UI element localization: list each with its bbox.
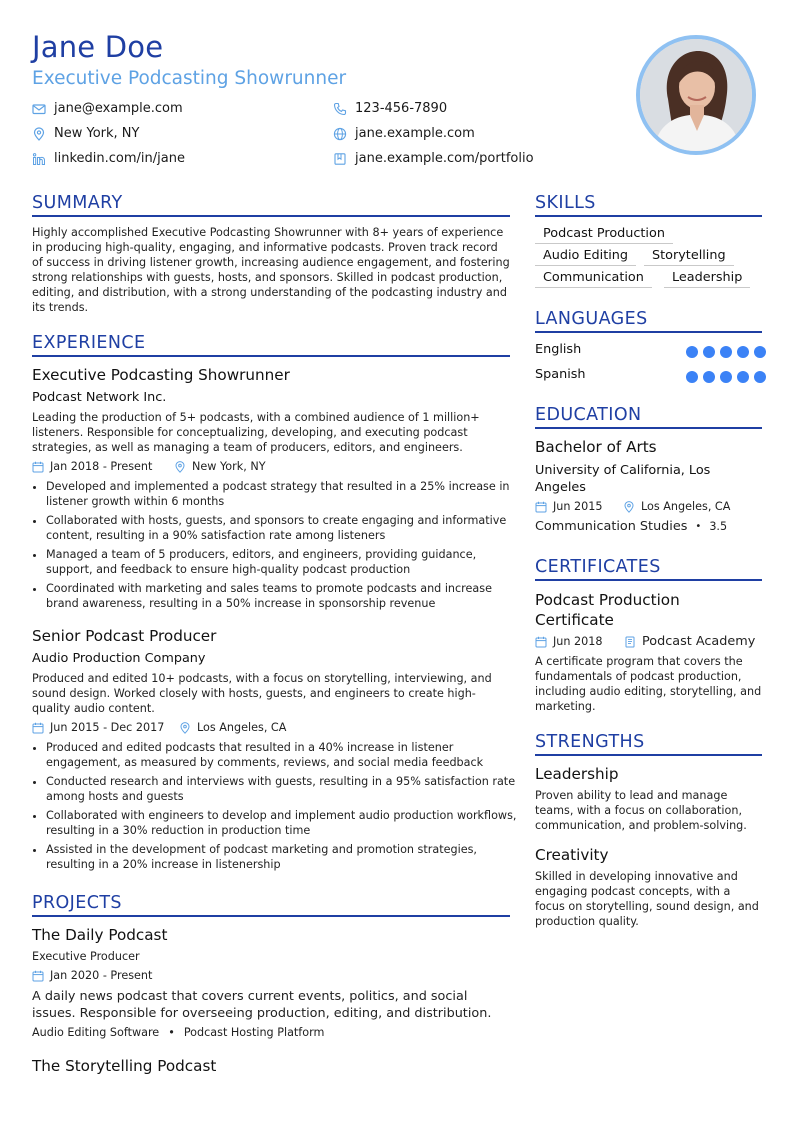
job-location <box>179 721 286 734</box>
job-location <box>174 460 266 473</box>
gpa-value: 3.5 <box>709 520 728 533</box>
education-heading: EDUCATION <box>535 405 642 425</box>
website-text: jane.example.com <box>355 126 475 141</box>
job-bullet: • Collaborated with engineers to develop and implement audio production workflows, resulting in a 30% reduction in production time <box>46 808 526 838</box>
project-title: The Storytelling Podcast <box>32 1057 217 1075</box>
email-text: jane@example.com <box>54 101 183 116</box>
calendar-icon <box>32 722 44 734</box>
education-divider <box>535 427 762 429</box>
job-description: Produced and edited 10+ podcasts, with a focus on storytelling, interviewing, and sound design. Worked closely with hosts, guests, and engineers to create high-quality audio content. <box>32 672 492 715</box>
location-pin-icon <box>174 461 186 473</box>
job-location-text: New York, NY <box>192 460 266 473</box>
phone-text: 123-456-7890 <box>355 101 448 116</box>
job-bullet: • Assisted in the development of podcast marketing and promotion strategies, resulting in a 20% increase in listenership <box>46 842 526 872</box>
location-pin-icon <box>623 501 635 513</box>
candidate-title: Executive Podcasting Showrunner <box>32 68 347 89</box>
job-title: Executive Podcasting Showrunner <box>32 366 290 384</box>
job-company: Podcast Network Inc. <box>32 390 167 405</box>
summary-heading: SUMMARY <box>32 193 123 213</box>
job-dates <box>32 460 152 473</box>
phone-icon <box>333 102 347 116</box>
strength-description: Skilled in developing innovative and engaging podcast concepts, with a focus on storytelling, sound design, and production quality. <box>535 870 759 928</box>
proficiency-dot <box>720 371 732 383</box>
skill-tag: Audio Editing <box>535 248 636 266</box>
job-title: Senior Podcast Producer <box>32 627 217 645</box>
project-title: The Daily Podcast <box>32 926 168 944</box>
job-bullet: • Produced and edited podcasts that resulted in a 40% increase in listener engagement, as measured by comments, reviews, and social media feedback <box>46 740 526 770</box>
education-date-text: Jun 2015 <box>553 500 603 513</box>
certificate-description: A certificate program that covers the fundamentals of podcast production, including audio editing, storytelling, and marketing. <box>535 655 762 713</box>
skill-tag: Communication <box>535 270 652 288</box>
job-bullet: • Collaborated with hosts, guests, and sponsors to create engaging and informative content, resulting in a 90% satisfaction rate among listeners <box>46 513 524 543</box>
strength-name: Creativity <box>535 846 609 864</box>
school-name: University of California, Los Angeles <box>535 463 711 495</box>
degree-title: Bachelor of Arts <box>535 438 657 456</box>
candidate-name: Jane Doe <box>32 30 164 64</box>
proficiency-dot <box>737 371 749 383</box>
proficiency-dot <box>703 371 715 383</box>
proficiency-dot <box>754 346 766 358</box>
profile-photo <box>636 35 756 155</box>
project-tool: Audio Editing Software <box>32 1026 160 1039</box>
experience-divider <box>32 355 510 357</box>
proficiency-dot <box>686 346 698 358</box>
language-level <box>686 346 766 358</box>
job-bullet: • Conducted research and interviews with guests, resulting in a 95% satisfaction rate among hosts and guests <box>46 774 526 804</box>
education-field-row <box>535 519 727 534</box>
certificate-date-text: Jun 2018 <box>553 635 603 648</box>
contact-email[interactable] <box>32 101 183 116</box>
institution-icon <box>624 636 636 648</box>
project-dates <box>32 969 152 982</box>
certificate-date <box>535 635 603 648</box>
strengths-heading: STRENGTHS <box>535 732 645 752</box>
portfolio-text: jane.example.com/portfolio <box>355 151 534 166</box>
certificate-issuer-text: Podcast Academy <box>642 634 756 649</box>
job-bullet: • Coordinated with marketing and sales teams to promote podcasts and increase brand awareness, resulting in a 50% increase in sponsorship revenue <box>46 581 524 611</box>
project-tools <box>32 1026 324 1039</box>
contact-website[interactable] <box>333 126 475 141</box>
tool-separator: • <box>168 1026 175 1039</box>
job-dates-text: Jan 2018 - Present <box>50 460 153 473</box>
proficiency-dot <box>703 346 715 358</box>
job-dates-text: Jun 2015 - Dec 2017 <box>50 721 165 734</box>
job-bullets <box>32 479 524 615</box>
job-dates <box>32 721 164 734</box>
education-date <box>535 500 603 513</box>
skill-tag: Podcast Production <box>535 226 673 244</box>
job-bullets <box>32 740 526 876</box>
proficiency-dot <box>720 346 732 358</box>
location-pin-icon <box>179 722 191 734</box>
education-location-text: Los Angeles, CA <box>641 500 731 513</box>
proficiency-dot <box>737 346 749 358</box>
projects-heading: PROJECTS <box>32 893 122 913</box>
skill-tag: Leadership <box>664 270 750 288</box>
experience-heading: EXPERIENCE <box>32 333 146 353</box>
summary-divider <box>32 215 510 217</box>
calendar-icon <box>32 461 44 473</box>
skills-heading: SKILLS <box>535 193 596 213</box>
language-level <box>686 371 766 383</box>
certificates-divider <box>535 579 762 581</box>
profile-portrait-image <box>640 39 752 151</box>
contact-phone[interactable] <box>333 101 447 116</box>
contact-location <box>32 126 139 141</box>
skills-divider <box>535 215 762 217</box>
projects-divider <box>32 915 510 917</box>
field-separator: • <box>695 521 702 532</box>
proficiency-dot <box>686 371 698 383</box>
project-dates-text: Jan 2020 - Present <box>50 969 153 982</box>
strengths-divider <box>535 754 762 756</box>
job-bullet: • Managed a team of 5 producers, editors, and engineers, providing guidance, support, and feedback to ensure high-quality podcast production <box>46 547 524 577</box>
job-bullet: • Developed and implemented a podcast strategy that resulted in a 25% increase in listener growth within 6 months <box>46 479 524 509</box>
linkedin-text: linkedin.com/in/jane <box>54 151 185 166</box>
strength-description: Proven ability to lead and manage teams, with a focus on collaboration, communication, and problem-solving. <box>535 789 747 832</box>
language-name: Spanish <box>535 367 586 382</box>
job-location-text: Los Angeles, CA <box>197 721 287 734</box>
project-description: A daily news podcast that covers current events, politics, and social issues. Responsible for overseeing production, editing, and distribution. <box>32 989 492 1021</box>
location-text: New York, NY <box>54 126 140 141</box>
language-name: English <box>535 342 582 357</box>
skill-tag: Storytelling <box>644 248 734 266</box>
calendar-icon <box>32 970 44 982</box>
proficiency-dot <box>754 371 766 383</box>
job-description: Leading the production of 5+ podcasts, with a combined audience of 1 million+ listeners. Responsible for conceptualizing, developing, and executing podcast strategies, as well as managing a team of producers, editors, and engineers. <box>32 411 480 454</box>
field-of-study: Communication Studies <box>535 519 688 534</box>
envelope-icon <box>32 102 46 116</box>
education-location <box>623 500 730 513</box>
linkedin-icon <box>32 152 46 166</box>
languages-divider <box>535 331 762 333</box>
certificate-name: Podcast Production Certificate <box>535 591 680 629</box>
location-pin-icon <box>32 127 46 141</box>
calendar-icon <box>535 636 547 648</box>
contact-portfolio[interactable] <box>333 151 534 166</box>
project-tool: Podcast Hosting Platform <box>183 1026 325 1039</box>
contact-linkedin[interactable] <box>32 151 185 166</box>
summary-text: Highly accomplished Executive Podcasting Showrunner with 8+ years of experience in producing high-quality, engaging, and informative podcasts. Proven track record of success in driving listener growth, increasing audience engagement, and fostering strong relationships with guests, hosts, and sponsors. Skilled in podcast production, editing, and distribution, with a strong understanding of the podcasting industry and its trends. <box>32 226 510 314</box>
languages-heading: LANGUAGES <box>535 309 648 329</box>
certificates-heading: CERTIFICATES <box>535 557 661 577</box>
calendar-icon <box>535 501 547 513</box>
project-role: Executive Producer <box>32 950 140 963</box>
certificate-issuer <box>624 634 755 649</box>
globe-icon <box>333 127 347 141</box>
job-company: Audio Production Company <box>32 651 206 666</box>
bookmark-icon <box>333 152 347 166</box>
strength-name: Leadership <box>535 765 619 783</box>
